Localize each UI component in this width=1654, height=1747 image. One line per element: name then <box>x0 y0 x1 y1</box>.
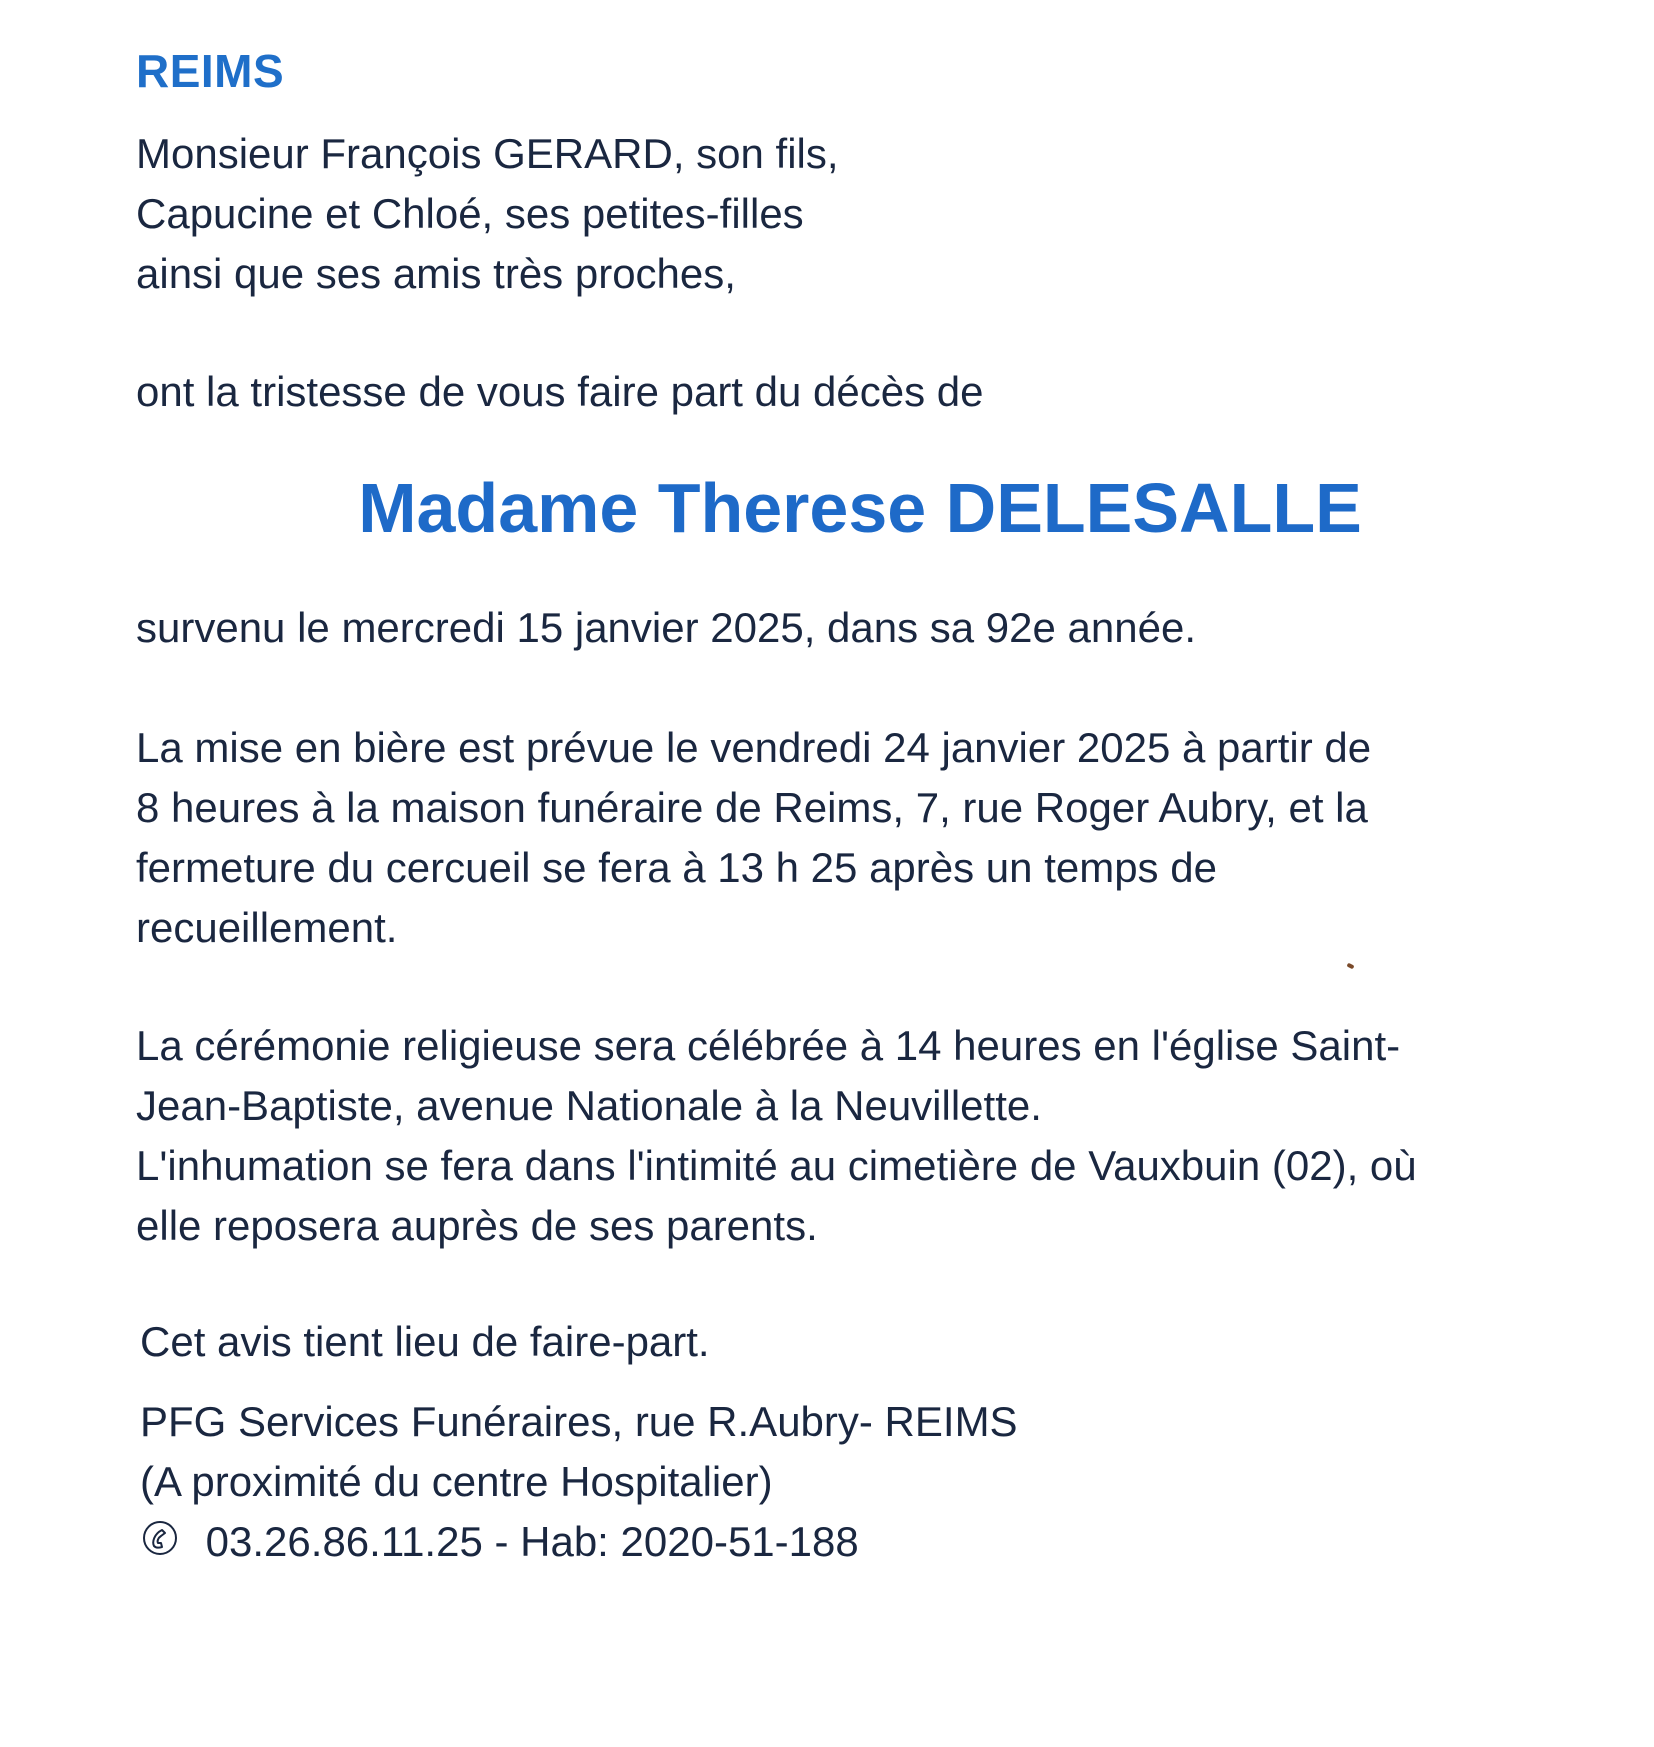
bier-line: recueillement. <box>136 904 398 951</box>
ceremony-line: La cérémonie religieuse sera célébrée à 14 heures en l'église Saint- <box>136 1022 1401 1069</box>
bier-details <box>136 718 1371 958</box>
death-line: survenu le mercredi 15 janvier 2025, dans sa 92e année. <box>136 604 1197 651</box>
death-details <box>136 598 1196 658</box>
deceased-name: Madame Therese DELESALLE <box>358 469 1362 547</box>
city-heading: REIMS <box>136 45 285 97</box>
sadness-line: ont la tristesse de vous faire part du décès de <box>136 368 984 415</box>
funeral-home-name: PFG Services Funéraires, rue R.Aubry- REIMS <box>140 1398 1018 1445</box>
ceremony-line: L'inhumation se fera dans l'intimité au cimetière de Vauxbuin (02), où <box>136 1142 1417 1189</box>
notice-statement <box>140 1312 710 1372</box>
bier-line: La mise en bière est prévue le vendredi 24 janvier 2025 à partir de <box>136 724 1372 771</box>
family-line: ainsi que ses amis très proches, <box>136 250 736 297</box>
family-line: Capucine et Chloé, ses petites-filles <box>136 190 804 237</box>
bier-line: 8 heures à la maison funéraire de Reims, 7, rue Roger Aubry, et la <box>136 784 1368 831</box>
sadness-statement <box>136 362 984 422</box>
phone-icon <box>140 1518 180 1558</box>
funeral-home-info <box>140 1392 1018 1572</box>
ceremony-line: elle reposera auprès de ses parents. <box>136 1202 818 1249</box>
notice-line: Cet avis tient lieu de faire-part. <box>140 1318 710 1365</box>
contact-text: 03.26.86.11.25 - Hab: 2020-51-188 <box>205 1518 859 1565</box>
family-line: Monsieur François GERARD, son fils, <box>136 130 839 177</box>
bier-line: fermeture du cercueil se fera à 13 h 25 après un temps de <box>136 844 1217 891</box>
family-announcement <box>136 124 839 304</box>
funeral-home-location: (A proximité du centre Hospitalier) <box>140 1458 773 1505</box>
ceremony-details <box>136 1016 1417 1256</box>
funeral-home-contact <box>140 1512 1018 1572</box>
ceremony-line: Jean-Baptiste, avenue Nationale à la Neuvillette. <box>136 1082 1042 1129</box>
scan-speck <box>1346 963 1354 970</box>
